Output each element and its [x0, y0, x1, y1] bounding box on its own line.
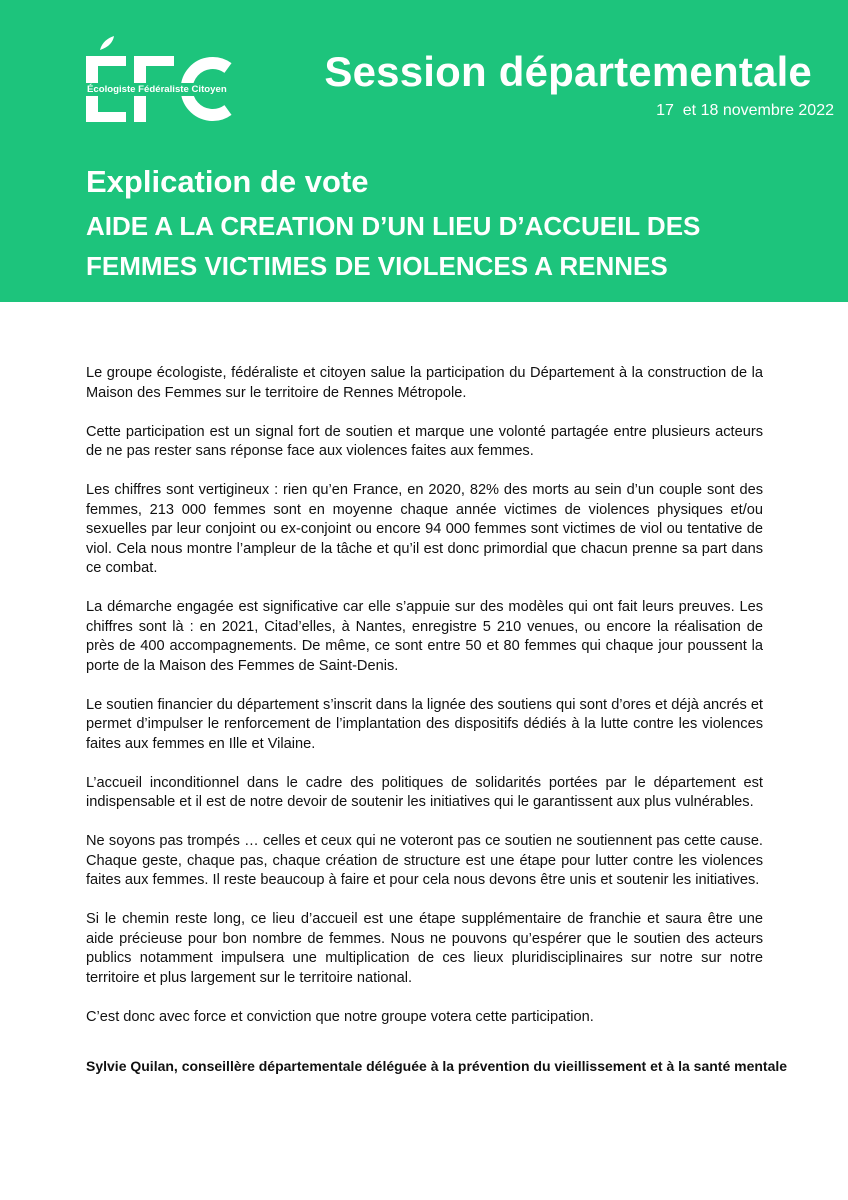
document-subject — [86, 206, 786, 286]
body-paragraph: L’accueil inconditionnel dans le cadre des politiques de solidarités portées par le département est indispensable et il est de notre devoir de soutenir les initiatives qui le garantissent aux plus vulnérables. — [86, 774, 763, 810]
subject-line: AIDE A LA CREATION D’UN LIEU D’ACCUEIL DES — [86, 211, 701, 241]
body-paragraph: Si le chemin reste long, ce lieu d’accueil est une étape supplémentaire de franchie et saura être une aide précieuse pour bon nombre de femmes. Nous ne pouvons qu’espérer que le soutien des acteurs publics notamment impulsera une multiplication de ces lieux pluridisciplinaires sur notre sur notre territoire et plus largement sur le territoire national. — [86, 911, 763, 986]
efc-logo — [82, 36, 232, 124]
body-paragraph: Les chiffres sont vertigineux : rien qu’en France, en 2020, 82% des morts au sein d’un couple sont des femmes, 213 000 femmes sont en moyenne chaque année victimes de violences physiques et/ou sexuelles par leur conjoint ou ex-conjoint ou encore 94 000 femmes sont victimes de viol ou tentative de viol. Cela nous montre l’ampleur de la tâche et qu’il est donc primordial que chacun prenne sa part dans ce combat. — [86, 482, 763, 576]
body-text — [86, 364, 763, 1047]
body-paragraph: Le groupe écologiste, fédéraliste et citoyen salue la participation du Département à la construction de la Maison des Femmes sur le territoire de Rennes Métropole. — [86, 365, 763, 401]
efc-logo-mark — [82, 36, 232, 124]
vote-label: Explication de vote — [86, 164, 369, 199]
body-paragraph: C’est donc avec force et conviction que notre groupe votera cette participation. — [86, 1008, 594, 1025]
subject-line: FEMMES VICTIMES DE VIOLENCES A RENNES — [86, 251, 668, 281]
body-paragraph: Le soutien financier du département s’inscrit dans la lignée des soutiens qui sont d’ores et déjà ancrés et permet d’impulser le renforcement de l’implantation des dispositifs dédiés à la lutte contre les violences faites aux femmes en Ille et Vilaine. — [86, 696, 763, 752]
body-paragraph: Ne soyons pas trompés … celles et ceux qui ne voteront pas ce soutien ne soutiennent pas cette cause. Chaque geste, chaque pas, chaque création de structure est une étape pour lutter contre les violences faites aux femmes. Il reste beaucoup à faire et pour cela nous devons être unis et soutenir les initiatives. — [86, 833, 763, 888]
logo-caption: Écologiste Fédéraliste Citoyen — [86, 83, 237, 96]
session-date: 17 et 18 novembre 2022 — [656, 102, 834, 119]
signature: Sylvie Quilan, conseillère départementale déléguée à la prévention du vieillissement et à la santé mentale — [86, 1058, 788, 1074]
header-banner — [0, 0, 848, 302]
body-paragraph: Cette participation est un signal fort de soutien et marque une volonté partagée entre plusieurs acteurs de ne pas rester sans réponse face aux violences faites aux femmes. — [86, 423, 763, 459]
session-title: Session départementale — [324, 48, 812, 95]
body-paragraph: La démarche engagée est significative car elle s’appuie sur des modèles qui ont fait leurs preuves. Les chiffres sont là : en 2021, Citad’elles, à Nantes, enregistre 5 210 venues, ou encore la réalisation de près de 400 accompagnements. De même, ce sont entre 50 et 80 femmes qui chaque jour poussent la porte de la Maison des Femmes de Saint-Denis. — [86, 599, 763, 674]
